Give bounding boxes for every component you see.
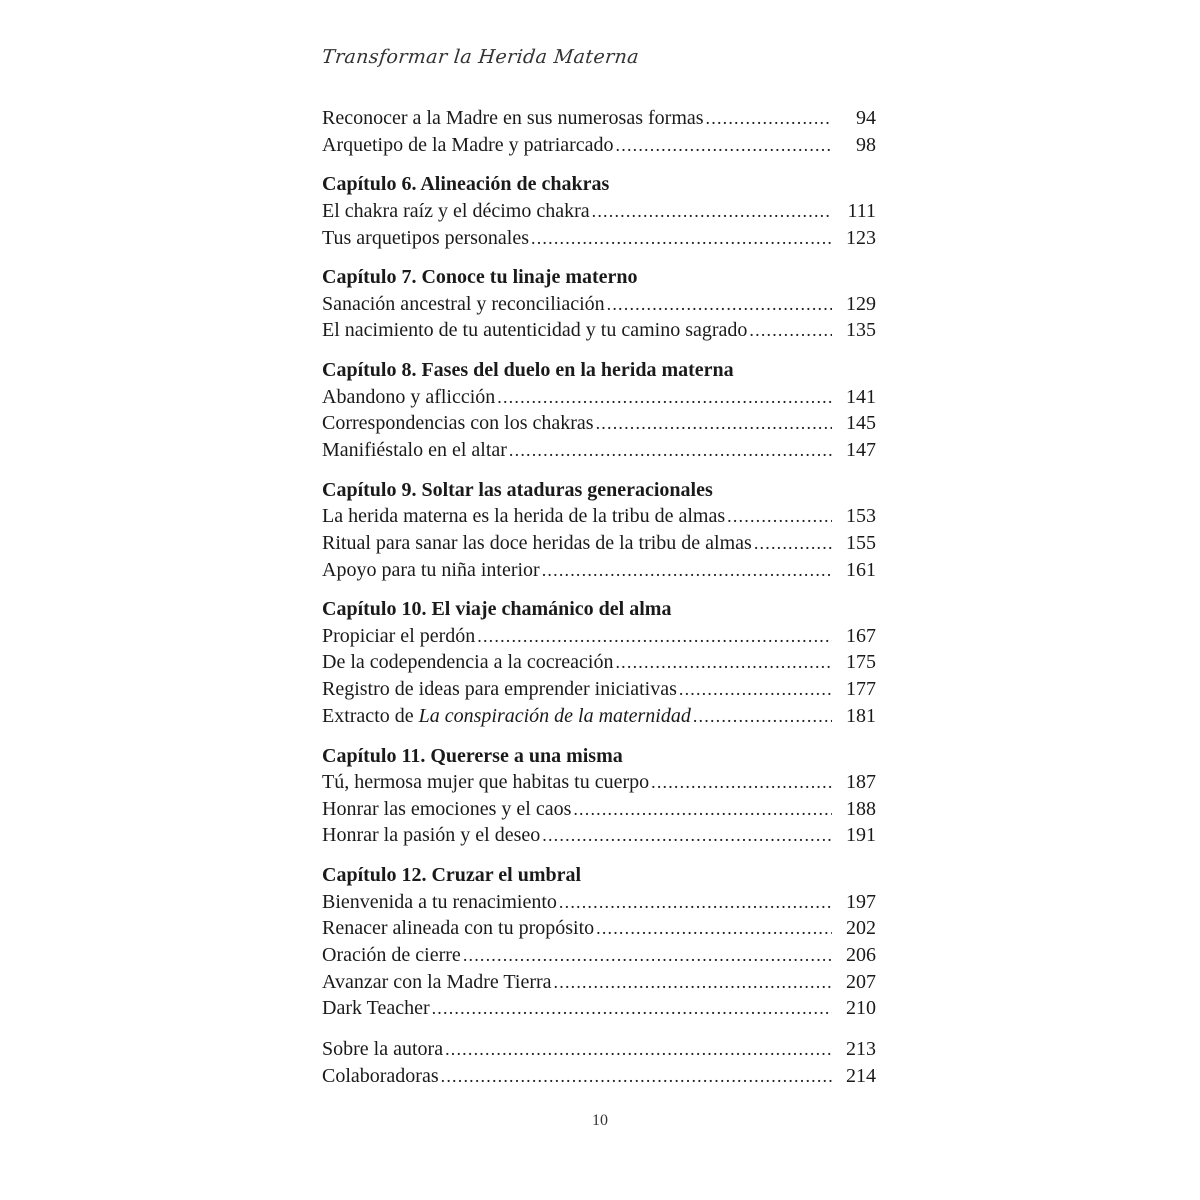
entry-title: Registro de ideas para emprender iniciativas — [322, 678, 677, 701]
dot-leader — [754, 530, 832, 557]
toc-entry — [322, 769, 876, 796]
toc-entry — [322, 969, 876, 996]
toc-entry — [322, 995, 876, 1022]
entry-title-plain: Extracto de — [322, 704, 419, 727]
chapter-section — [322, 477, 876, 584]
entry-title: Correspondencias con los chakras — [322, 412, 594, 435]
dot-leader — [445, 1036, 832, 1063]
entry-page-number: 98 — [856, 133, 876, 156]
toc-entry — [322, 915, 876, 942]
entry-title: Honrar la pasión y el deseo — [322, 824, 541, 847]
entry-page-number: 153 — [846, 505, 876, 528]
entry-page-number: 202 — [846, 917, 876, 940]
toc-entry — [322, 437, 876, 464]
entry-page-number: 210 — [846, 997, 876, 1020]
entry-title: El chakra raíz y el décimo chakra — [322, 199, 590, 222]
dot-leader — [706, 105, 832, 132]
toc-entry — [322, 676, 876, 703]
chapter-heading: Capítulo 9. Soltar las ataduras generacionales — [322, 478, 713, 501]
dot-leader — [616, 132, 832, 159]
entry-page-number: 94 — [856, 107, 876, 129]
dot-leader — [497, 384, 832, 411]
chapter-heading: Capítulo 7. Conoce tu linaje materno — [322, 266, 638, 289]
entry-page-number: 111 — [847, 199, 876, 222]
entry-page-number: 177 — [846, 678, 876, 701]
entry-title: Reconocer a la Madre en sus numerosas formas — [322, 107, 704, 129]
entry-page-number: 191 — [846, 824, 876, 847]
dot-leader — [441, 1063, 832, 1090]
chapter-section — [322, 171, 876, 251]
chapter-section — [322, 743, 876, 850]
entry-page-number: 161 — [846, 558, 876, 581]
toc-entry — [322, 410, 876, 437]
entry-title: Tus arquetipos personales — [322, 226, 530, 249]
entry-page-number: 214 — [846, 1064, 876, 1087]
entry-page-number: 181 — [846, 704, 876, 727]
entry-title-italic: La conspiración de la maternidad — [418, 704, 691, 727]
dot-leader — [542, 557, 832, 584]
dot-leader — [749, 317, 832, 344]
toc-entry — [322, 623, 876, 650]
chapter-section — [322, 596, 876, 729]
dot-leader — [573, 796, 832, 823]
toc-entry — [322, 889, 876, 916]
entry-page-number: 129 — [846, 292, 876, 315]
chapter-section — [322, 862, 876, 1022]
entry-title: Oración de cierre — [322, 943, 461, 966]
entry-page-number: 188 — [846, 797, 876, 820]
dot-leader — [531, 225, 832, 252]
entry-title: Dark Teacher — [322, 997, 430, 1020]
entry-page-number: 213 — [846, 1038, 876, 1060]
chapter-heading: Capítulo 8. Fases del duelo en la herida materna — [322, 359, 734, 382]
entry-title: El nacimiento de tu autenticidad y tu camino sagrado — [322, 319, 748, 342]
toc-entry — [322, 530, 876, 557]
entry-page-number: 135 — [846, 319, 876, 342]
dot-leader — [596, 410, 832, 437]
dot-leader — [651, 769, 832, 796]
entry-page-number: 155 — [846, 531, 876, 554]
table-of-contents — [322, 105, 876, 1089]
dot-leader — [509, 437, 832, 464]
dot-leader — [477, 623, 832, 650]
chapter-section — [322, 264, 876, 344]
entry-title — [322, 703, 693, 730]
entry-title: Manifiéstalo en el altar — [322, 439, 507, 461]
dot-leader — [542, 822, 832, 849]
entry-page-number: 145 — [846, 412, 876, 435]
entry-page-number: 167 — [846, 624, 876, 647]
dot-leader — [596, 915, 832, 942]
appendix-section — [322, 1036, 876, 1089]
entry-title: Sanación ancestral y reconciliación — [322, 292, 605, 315]
entry-page-number: 197 — [846, 890, 876, 913]
entry-title: Sobre la autora — [322, 1038, 444, 1060]
dot-leader — [432, 995, 832, 1022]
entry-page-number: 207 — [846, 970, 876, 993]
toc-entry — [322, 942, 876, 969]
toc-entry — [322, 1063, 876, 1090]
entry-title: Apoyo para tu niña interior — [322, 558, 540, 581]
toc-entry — [322, 384, 876, 411]
toc-entry — [322, 105, 876, 132]
dot-leader — [592, 198, 832, 225]
dot-leader — [679, 676, 832, 703]
toc-entry — [322, 291, 876, 318]
entry-title: Renacer alineada con tu propósito — [322, 917, 595, 940]
dot-leader — [607, 291, 832, 318]
toc-entry — [322, 317, 876, 344]
entry-page-number: 187 — [846, 771, 876, 793]
entry-title: La herida materna es la herida de la tribu de almas — [322, 505, 726, 528]
entry-title: Abandono y aflicción — [322, 385, 496, 408]
toc-entry — [322, 649, 876, 676]
entry-title: Bienvenida a tu renacimiento — [322, 890, 557, 913]
entry-title: Propiciar el perdón — [322, 624, 476, 647]
entry-title: De la codependencia a la cocreación — [322, 651, 614, 674]
dot-leader — [615, 649, 832, 676]
chapter-heading: Capítulo 11. Quererse a una misma — [322, 744, 623, 767]
toc-entry — [322, 132, 876, 159]
dot-leader — [559, 889, 832, 916]
toc-entry — [322, 822, 876, 849]
page-number: 10 — [592, 1112, 608, 1129]
entry-title: Tú, hermosa mujer que habitas tu cuerpo — [322, 771, 650, 793]
entry-page-number: 175 — [846, 651, 876, 674]
entry-page-number: 123 — [846, 226, 876, 249]
entry-page-number: 206 — [846, 943, 876, 966]
toc-entry — [322, 198, 876, 225]
toc-entry — [322, 796, 876, 823]
dot-leader — [554, 969, 832, 996]
toc-entry — [322, 503, 876, 530]
entry-title: Arquetipo de la Madre y patriarcado — [322, 133, 614, 156]
entry-page-number: 147 — [846, 439, 876, 461]
toc-entry — [322, 703, 876, 730]
dot-leader — [463, 942, 832, 969]
entry-page-number: 141 — [846, 385, 876, 408]
toc-entry — [322, 1036, 876, 1063]
dot-leader — [693, 703, 832, 730]
chapter-heading: Capítulo 12. Cruzar el umbral — [322, 864, 582, 887]
entry-title: Ritual para sanar las doce heridas de la tribu de almas — [322, 531, 752, 554]
chapter-heading: Capítulo 10. El viaje chamánico del alma — [322, 598, 672, 621]
chapter-section — [322, 357, 876, 464]
toc-entry — [322, 225, 876, 252]
continued-section — [322, 105, 876, 158]
chapter-heading: Capítulo 6. Alineación de chakras — [322, 173, 610, 196]
entry-title: Honrar las emociones y el caos — [322, 797, 572, 820]
running-header: Transformar la Herida Materna — [320, 46, 641, 68]
entry-title: Avanzar con la Madre Tierra — [322, 970, 552, 993]
entry-title: Colaboradoras — [322, 1064, 439, 1087]
toc-entry — [322, 557, 876, 584]
dot-leader — [727, 503, 832, 530]
